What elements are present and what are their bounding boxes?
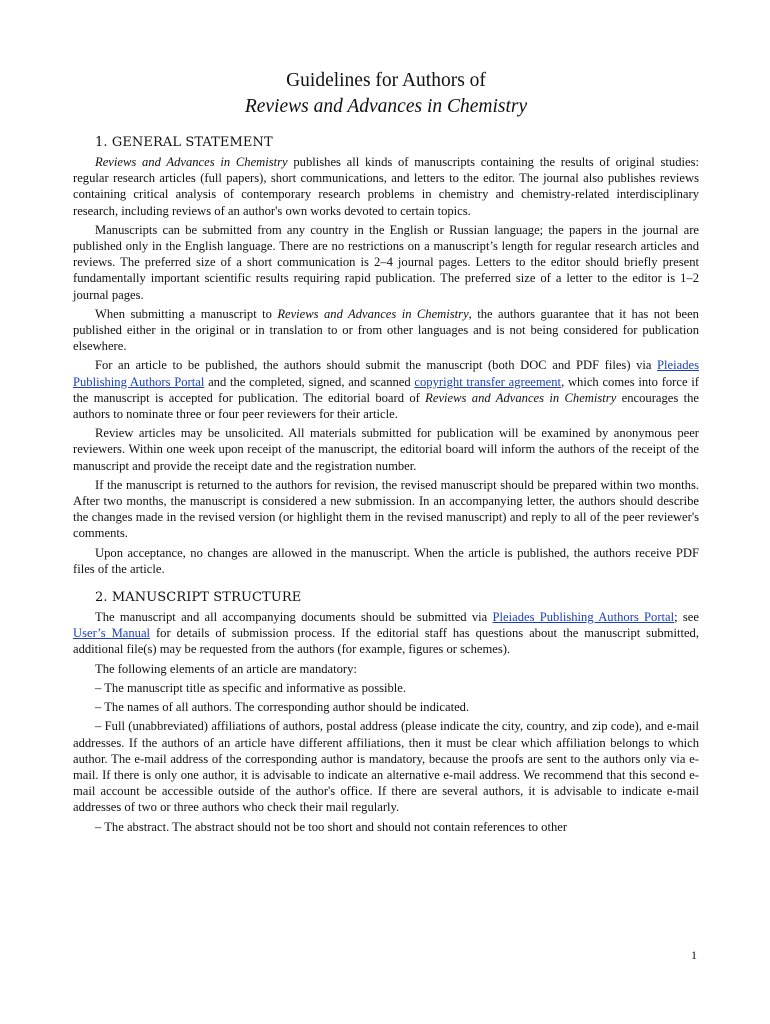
page-number: 1 <box>691 948 697 962</box>
list-item: – The names of all authors. The corresponding author should be indicated. <box>95 700 470 715</box>
list-item: – Full (unabbreviated) affiliations of authors, postal address (please indicate the city, country, and zip code), and e-mail addresses. If the authors of an article have different affiliations, then it must be clear which affiliation belongs to which author. The e-mail address of the corresponding author is mandatory, because the proofs are sent to the authors only via e-mail. If there is only one author, it is advisable to indicate an alternative e-mail address. We recommend that this second e-mail account be accessible outside of the author's office. If there are several authors, it is advisable to indicate e-mail addresses of two or three authors who check their mail regularly. <box>73 719 699 815</box>
paragraph: For an article to be published, the authors should submit the manuscript (both DOC and PDF files) via Pleiades Publishing Authors Portal and the completed, signed, and scanned copyright transfer agreement, which comes into force if the manuscript is accepted for publication. The editorial board of Reviews and Advances in Chemistry encourages the authors to nominate three or four peer reviewers for their article. <box>73 358 699 422</box>
document-page <box>73 68 699 838</box>
paragraph: Manuscripts can be submitted from any country in the English or Russian language; the papers in the journal are published only in the English language. There are no restrictions on a manuscript’s length for regular research articles and reviews. The preferred size of a short communication is 2–4 journal pages. Letters to the editor should briefly present fundamentally important scientific results requiring rapid publication. The preferred size of a letter to the editor is 1–2 journal pages. <box>73 222 699 302</box>
section-heading-manuscript-structure: 2. MANUSCRIPT STRUCTURE <box>95 590 302 606</box>
list-item: – The abstract. The abstract should not be too short and should not contain references to other <box>95 819 568 834</box>
paragraph: The following elements of an article are mandatory: <box>95 661 357 676</box>
paragraph: Upon acceptance, no changes are allowed in the manuscript. When the article is published, the authors receive PDF files of the article. <box>73 545 699 576</box>
journal-name: Reviews and Advances in Chemistry <box>277 306 469 321</box>
users-manual-link[interactable]: User’s Manual <box>73 626 151 641</box>
paragraph: Reviews and Advances in Chemistry publishes all kinds of manuscripts containing the results of original studies: regular research articles (full papers), short communications, and letters to the editor. The journal also publishes reviews containing critical analysis of contemporary research problems in chemistry and chemistry-related interdisciplinary research, including reviews of an author's own works devoted to certain topics. <box>73 155 700 218</box>
journal-name: Reviews and Advances in Chemistry <box>95 155 288 169</box>
paragraph: When submitting a manuscript to Reviews and Advances in Chemistry, the authors guarantee that it has not been published either in the original or in translation to or from other languages and is not being considered for publication elsewhere. <box>73 306 699 354</box>
paragraph: The manuscript and all accompanying documents should be submitted via Pleiades Publishing Authors Portal; see User’s Manual for details of submission process. If the editorial staff has questions about the manuscript submitted, additional file(s) may be requested from the authors (for example, figures or schemes). <box>73 610 699 657</box>
authors-portal-link[interactable]: Pleiades Publishing Authors Portal <box>492 610 675 625</box>
title-journal-name: Reviews and Advances in Chemistry <box>244 96 528 117</box>
section-heading-general-statement: 1. GENERAL STATEMENT <box>95 135 273 150</box>
title-line1: Guidelines for Authors of <box>286 70 486 91</box>
list-item: – The manuscript title as specific and informative as possible. <box>95 680 407 695</box>
document-title <box>73 68 699 120</box>
paragraph: Review articles may be unsolicited. All materials submitted for publication will be examined by anonymous peer reviewers. Within one week upon receipt of the manuscript, the editorial board will inform the authors of the receipt of the manuscript and provide the receipt date and the registration number. <box>73 426 699 473</box>
paragraph: If the manuscript is returned to the authors for revision, the revised manuscript should be prepared within two months. After two months, the manuscript is considered a new submission. In an accompanying letter, the authors should describe the changes made in the revised version (or highlight them in the revised manuscript) and reply to all of the peer reviewer's comments. <box>73 477 699 541</box>
journal-name: Reviews and Advances in Chemistry <box>425 390 617 405</box>
copyright-agreement-link[interactable]: copyright transfer agreement <box>414 374 562 389</box>
authors-portal-link[interactable]: Pleiades Publishing Authors Portal <box>73 358 699 389</box>
